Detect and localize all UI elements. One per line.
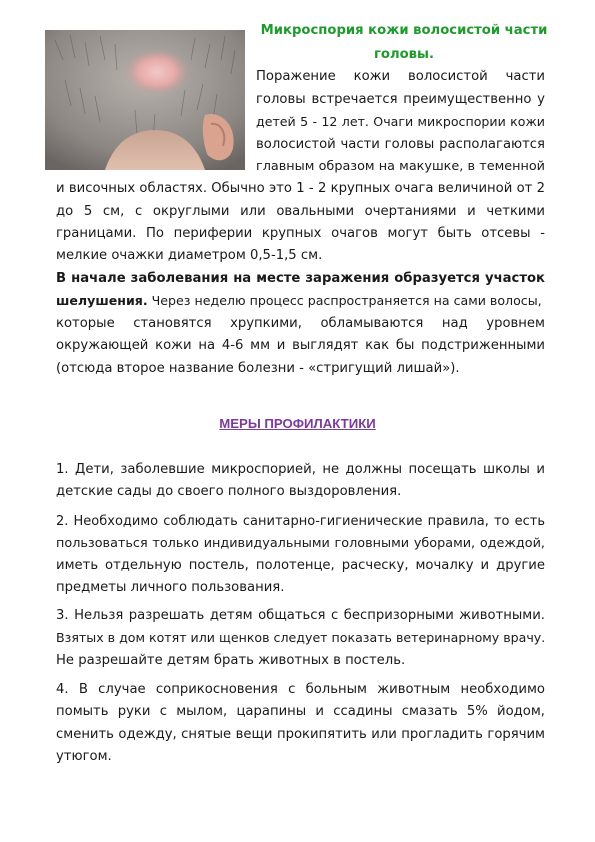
prevention-item-4-line: 4. В случае соприкосновения с больным животным необходимо [56, 682, 545, 697]
onset-mixed-line [56, 292, 545, 310]
intro-line: Поражение кожи волосистой части [256, 69, 545, 84]
body-line: и височных областях. Обычно это 1 - 2 крупных очага величиной от 2 [56, 181, 545, 196]
prevention-item-4-line: утюгом. [56, 749, 112, 764]
intro-line: волосистой части головы располагаются [256, 137, 545, 152]
prevention-item-2-line: пользоваться только индивидуальными головными уборами, одеждой, [56, 536, 545, 551]
prevention-item-4-line: помыть руки с мылом, царапины и ссадины смазать 5% йодом, [56, 704, 545, 719]
article-title [256, 19, 552, 67]
onset-bold-line: В начале заболевания на месте заражения образуется участок [56, 271, 545, 286]
article-title-line-2: головы. [374, 47, 434, 62]
prevention-item-3-line: Взятых в дом котят или щенков следует показать ветеринарному врачу. [56, 630, 546, 645]
prevention-item-1-line: 1. Дети, заболевшие микроспорией, не должны посещать школы и [56, 462, 545, 477]
onset-line: окружающей кожи на 4-6 мм и выглядят как бы подстриженными [56, 338, 545, 353]
prevention-heading: МЕРЫ ПРОФИЛАКТИКИ [219, 416, 376, 431]
prevention-item-1-line: детские сады до своего полного выздоровления. [56, 484, 402, 499]
prevention-item-3-line: Не разрешайте детям брать животных в постель. [56, 653, 406, 668]
article-title-line-1: Микроспория кожи волосистой части [260, 23, 548, 38]
body-line: до 5 см, с округлыми или овальными очертаниями и четкими [56, 204, 545, 219]
onset-line: которые становятся хрупкими, обламываются над уровнем [56, 316, 545, 331]
intro-line: главным образом на макушке, в теменной [256, 159, 545, 174]
prevention-item-4-line: сменить одежду, снятые вещи прокипятить или прогладить горячим [56, 727, 545, 742]
scalp-lesion-image [45, 30, 245, 170]
intro-line: детей 5 - 12 лет. Очаги микроспории кожи [256, 114, 545, 129]
scalp-lesion-photo [45, 30, 245, 170]
body-line: мелкие очажки диаметром 0,5-1,5 см. [56, 248, 323, 263]
body-line: границами. По периферии крупных очагов могут быть отсевы - [56, 226, 545, 241]
onset-bold-fragment: шелушения. [56, 293, 148, 308]
prevention-item-2-line: предметы личного пользования. [56, 580, 285, 595]
onset-line: (отсюда второе название болезни - «стригущий лишай»). [56, 361, 460, 376]
prevention-item-3-line: 3. Нельзя разрешать детям общаться с беспризорными животными. [56, 608, 545, 623]
onset-text-fragment: Через неделю процесс распространяется на сами волосы, [147, 293, 542, 308]
intro-line: головы встречается преимущественно у [256, 92, 545, 107]
prevention-item-2-line: 2. Необходимо соблюдать санитарно-гигиенические правила, то есть [56, 514, 545, 529]
prevention-item-2-line: иметь отдельную постель, полотенце, расческу, мочалку и другие [56, 558, 545, 573]
